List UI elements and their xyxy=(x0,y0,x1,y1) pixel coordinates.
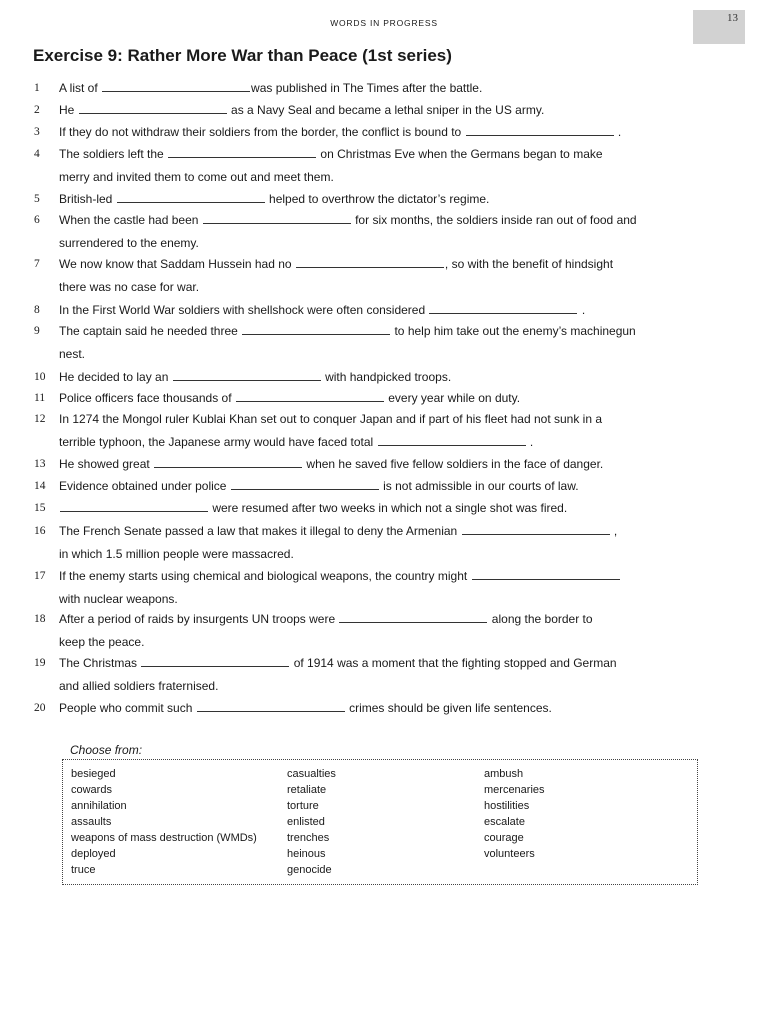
question-line xyxy=(59,631,144,653)
answer-blank[interactable] xyxy=(79,101,227,114)
question-number: 13 xyxy=(34,458,46,470)
answer-blank[interactable] xyxy=(197,699,345,712)
answer-blank[interactable] xyxy=(168,145,316,158)
running-head: WORDS IN PROGRESS xyxy=(330,18,438,28)
word-option: assaults xyxy=(71,816,112,828)
question-number: 14 xyxy=(34,480,46,492)
question-text: to help him take out the enemy’s machinegun xyxy=(391,324,636,338)
page-number: 13 xyxy=(693,10,745,44)
question-text: terrible typhoon, the Japanese army would have faced total xyxy=(59,435,377,449)
word-option: deployed xyxy=(71,848,116,860)
question-text: as a Navy Seal and became a lethal sniper in the US army. xyxy=(227,103,545,117)
question-number: 10 xyxy=(34,371,46,383)
answer-blank[interactable] xyxy=(60,499,208,512)
question-line xyxy=(59,431,533,453)
word-option: enlisted xyxy=(287,816,325,828)
question-number: 9 xyxy=(34,325,40,337)
question-number: 5 xyxy=(34,193,40,205)
question-text: We now know that Saddam Hussein had no xyxy=(59,257,295,271)
question-line xyxy=(59,652,617,674)
question-text: He decided to lay an xyxy=(59,370,172,384)
question-line xyxy=(59,588,178,610)
question-number: 11 xyxy=(34,392,46,404)
question-text: In 1274 the Mongol ruler Kublai Khan set out to conquer Japan and if part of his fleet had not sunk in a xyxy=(59,412,603,426)
word-option: retaliate xyxy=(287,784,327,796)
word-option: mercenaries xyxy=(484,784,545,796)
question-line xyxy=(59,209,637,231)
question-text: with nuclear weapons. xyxy=(59,592,178,606)
question-text: , xyxy=(610,524,618,538)
question-number: 8 xyxy=(34,304,40,316)
question-text: were resumed after two weeks in which not a single shot was fired. xyxy=(209,501,568,515)
question-text: when he saved five fellow soldiers in the face of danger. xyxy=(303,457,604,471)
question-text: Police officers face thousands of xyxy=(59,391,235,405)
answer-blank[interactable] xyxy=(472,567,620,580)
word-option: torture xyxy=(287,800,319,812)
question-text: nest. xyxy=(59,347,86,361)
question-number: 15 xyxy=(34,502,46,514)
question-number: 18 xyxy=(34,613,46,625)
word-bank-column xyxy=(287,766,336,878)
word-option: heinous xyxy=(287,848,326,860)
question-text: He xyxy=(59,103,78,117)
question-line xyxy=(59,143,603,165)
question-text: keep the peace. xyxy=(59,635,145,649)
answer-blank[interactable] xyxy=(102,79,250,92)
word-option: genocide xyxy=(287,864,332,876)
word-option: ambush xyxy=(484,768,524,780)
word-bank-column xyxy=(484,766,545,862)
question-number: 17 xyxy=(34,570,46,582)
question-text: . xyxy=(526,435,534,449)
question-line xyxy=(59,520,617,542)
answer-blank[interactable] xyxy=(117,190,265,203)
answer-blank[interactable] xyxy=(339,610,487,623)
question-text: along the border to xyxy=(488,612,593,626)
word-option: hostilities xyxy=(484,800,530,812)
question-line xyxy=(59,99,544,121)
question-text: In the First World War soldiers with shellshock were often considered xyxy=(59,303,429,317)
word-bank-column xyxy=(71,766,257,878)
question-line xyxy=(59,121,621,143)
question-text: The Christmas xyxy=(59,656,141,670)
word-option: casualties xyxy=(287,768,336,780)
answer-blank[interactable] xyxy=(462,522,610,535)
question-text: of 1914 was a moment that the fighting stopped and German xyxy=(290,656,617,670)
answer-blank[interactable] xyxy=(242,322,390,335)
answer-blank[interactable] xyxy=(466,123,614,136)
question-line xyxy=(59,497,567,519)
question-line xyxy=(59,166,334,188)
question-text: crimes should be given life sentences. xyxy=(345,701,552,715)
word-option: cowards xyxy=(71,784,112,796)
question-text: The soldiers left the xyxy=(59,147,168,161)
question-text: . xyxy=(614,125,622,139)
answer-blank[interactable] xyxy=(203,211,351,224)
question-line xyxy=(59,408,602,430)
question-line xyxy=(59,697,552,719)
question-number: 16 xyxy=(34,525,46,537)
question-number: 6 xyxy=(34,214,40,226)
exercise-title: Exercise 9: Rather More War than Peace (1st series) xyxy=(33,46,452,65)
question-text: A list of xyxy=(59,81,102,95)
question-text: is not admissible in our courts of law. xyxy=(379,479,579,493)
answer-blank[interactable] xyxy=(378,433,526,446)
question-line xyxy=(59,299,585,321)
question-text: helped to overthrow the dictator’s regime. xyxy=(265,192,490,206)
question-text: merry and invited them to come out and meet them. xyxy=(59,170,334,184)
word-option: volunteers xyxy=(484,848,535,860)
word-bank-box xyxy=(62,759,698,885)
answer-blank[interactable] xyxy=(296,255,444,268)
word-option: weapons of mass destruction (WMDs) xyxy=(71,832,257,844)
question-text: After a period of raids by insurgents UN troops were xyxy=(59,612,339,626)
question-number: 19 xyxy=(34,657,46,669)
word-option: trenches xyxy=(287,832,330,844)
question-number: 7 xyxy=(34,258,40,270)
question-text: He showed great xyxy=(59,457,154,471)
question-text: The French Senate passed a law that makes it illegal to deny the Armenian xyxy=(59,524,461,538)
question-number: 20 xyxy=(34,702,46,714)
question-text: If they do not withdraw their soldiers from the border, the conflict is bound to xyxy=(59,125,465,139)
question-line xyxy=(59,320,636,342)
question-text: there was no case for war. xyxy=(59,280,200,294)
word-option: courage xyxy=(484,832,524,844)
question-text: surrendered to the enemy. xyxy=(59,236,199,250)
question-number: 1 xyxy=(34,82,40,94)
question-text: on Christmas Eve when the Germans began to make xyxy=(317,147,603,161)
question-text: every year while on duty. xyxy=(384,391,521,405)
question-text: . xyxy=(578,303,586,317)
answer-blank[interactable] xyxy=(154,455,302,468)
question-line xyxy=(59,565,621,587)
word-option: besieged xyxy=(71,768,116,780)
question-text: for six months, the soldiers inside ran out of food and xyxy=(351,213,637,227)
word-option: truce xyxy=(71,864,96,876)
answer-blank[interactable] xyxy=(231,477,379,490)
question-number: 3 xyxy=(34,126,40,138)
question-text: The captain said he needed three xyxy=(59,324,242,338)
question-text: People who commit such xyxy=(59,701,196,715)
question-text: in which 1.5 million people were massacred. xyxy=(59,547,294,561)
question-line xyxy=(59,77,482,99)
question-line xyxy=(59,475,579,497)
question-text: If the enemy starts using chemical and biological weapons, the country might xyxy=(59,569,471,583)
answer-blank[interactable] xyxy=(173,368,321,381)
question-line xyxy=(59,543,294,565)
word-option: annihilation xyxy=(71,800,127,812)
question-line xyxy=(59,276,199,298)
question-number: 12 xyxy=(34,413,46,425)
question-number: 4 xyxy=(34,148,40,160)
question-text: British-led xyxy=(59,192,116,206)
question-number: 2 xyxy=(34,104,40,116)
word-option: escalate xyxy=(484,816,525,828)
question-text: When the castle had been xyxy=(59,213,202,227)
question-text: , so with the benefit of hindsight xyxy=(444,257,614,271)
question-line xyxy=(59,253,613,275)
answer-blank[interactable] xyxy=(429,301,577,314)
answer-blank[interactable] xyxy=(236,389,384,402)
answer-blank[interactable] xyxy=(141,654,289,667)
question-line xyxy=(59,608,593,630)
question-line xyxy=(59,366,451,388)
question-line xyxy=(59,675,218,697)
question-line xyxy=(59,188,489,210)
question-line xyxy=(59,232,199,254)
question-text: and allied soldiers fraternised. xyxy=(59,679,219,693)
question-text: was published in The Times after the battle. xyxy=(251,81,483,95)
choose-from-heading: Choose from: xyxy=(70,743,143,757)
question-line xyxy=(59,343,85,365)
question-text: Evidence obtained under police xyxy=(59,479,230,493)
question-line xyxy=(59,387,520,409)
question-text: with handpicked troops. xyxy=(321,370,452,384)
question-line xyxy=(59,453,603,475)
